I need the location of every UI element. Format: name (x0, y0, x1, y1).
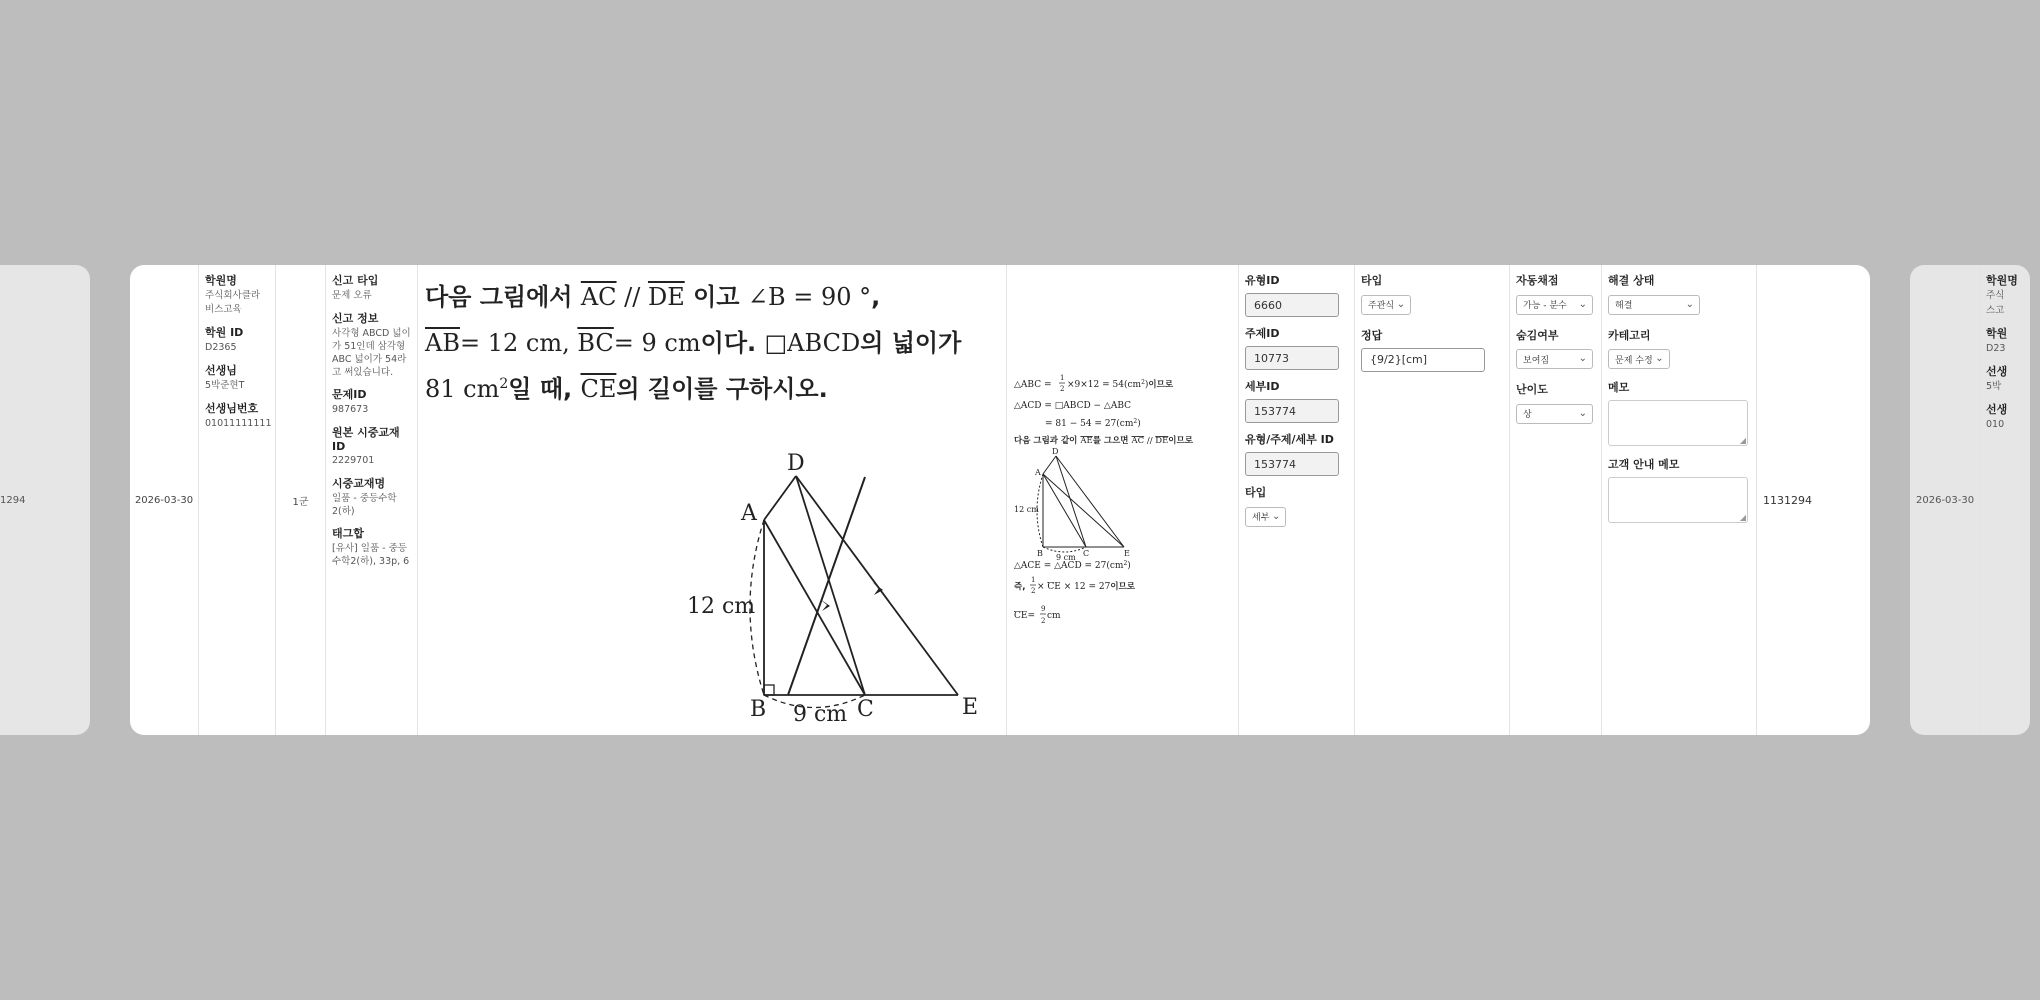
svg-text:9: 9 (1041, 605, 1046, 613)
tag-label: 태그합 (332, 527, 364, 540)
chevron-down-icon: ⌄ (1685, 298, 1694, 310)
tag-value: [유사] 일품 - 중등수학2(하), 33p, 6 (332, 543, 410, 567)
vertex-label-a: A (741, 501, 757, 526)
answer-type-select[interactable] (1361, 295, 1411, 315)
difficulty-label: 난이도 (1516, 383, 1548, 396)
svg-text:△ABC =: △ABC = (1014, 380, 1052, 390)
category-label: 카테고리 (1608, 328, 1651, 342)
chevron-down-icon: ⌄ (1578, 353, 1587, 364)
length-label-bc: 9 cm (793, 702, 848, 727)
combo-id-input[interactable]: 153774 (1245, 452, 1339, 476)
bc-edge (788, 477, 865, 695)
answer-input[interactable]: {9/2}[cm] (1361, 348, 1485, 372)
id-type-value: 세부 (1252, 513, 1270, 523)
teacher-label: 선생 (1986, 365, 2008, 378)
academy-id: D2365 (205, 342, 237, 353)
category-value: 문제 수정 (1615, 355, 1653, 366)
mini-label-d: D (1052, 447, 1059, 456)
academy-name-label: 학원명 (205, 274, 237, 287)
difficulty-value: 상 (1523, 410, 1532, 420)
svg-text:CE=: CE= (1014, 611, 1036, 621)
chevron-down-icon: ⌄ (1578, 407, 1587, 419)
academy-id-label: 학원 (1986, 327, 2008, 340)
report-id: 1294 (0, 494, 26, 506)
academy-name: 주식회사클라비스고육 (205, 290, 261, 315)
teacher-phone: 010 (1986, 419, 2005, 430)
teacher-phone-label: 선생 (1986, 403, 2008, 416)
arrow-de (872, 582, 883, 595)
difficulty-select[interactable] (1516, 404, 1593, 424)
answer-type-value: 주관식 (1368, 301, 1395, 311)
svg-text:다음 그림과 같이 AE를 그으면 AC // DE이므로: 다음 그림과 같이 AE를 그으면 AC // DE이므로 (1014, 436, 1193, 446)
answer-label: 정답 (1361, 328, 1383, 342)
auto-grading-value: 가능 - 분수 (1523, 301, 1567, 311)
solution-figure (1037, 456, 1124, 552)
customer-memo-label: 고객 안내 메모 (1608, 458, 1680, 471)
vertex-label-c: C (857, 697, 874, 722)
report-info-label: 신고 정보 (332, 312, 379, 325)
hidden-value: 보여짐 (1523, 355, 1550, 366)
problem-id-label: 문제ID (332, 388, 367, 401)
chevron-down-icon: ⌄ (1655, 353, 1664, 364)
chevron-down-icon: ⌄ (1272, 510, 1281, 522)
id-type-label: 타입 (1245, 486, 1267, 499)
teacher-name: 5박준현T (205, 380, 245, 391)
report-type: 문제 오류 (332, 290, 372, 301)
svg-text:× CE × 12 = 27이므로: × CE × 12 = 27이므로 (1037, 582, 1135, 592)
type-id-label: 유형ID (1245, 274, 1280, 287)
question-figure (418, 265, 1007, 735)
status-label: 해결 상태 (1608, 274, 1655, 287)
svg-text:2: 2 (1041, 617, 1046, 625)
previous-report-card (0, 265, 90, 735)
academy-name: 주식 (1986, 290, 2005, 301)
vertex-label-d: D (787, 451, 805, 476)
de-edge (796, 476, 958, 695)
svg-text:2: 2 (1031, 587, 1036, 595)
combo-id-label: 유형/주제/세부 ID (1245, 433, 1334, 446)
detail-id-input[interactable]: 153774 (1245, 399, 1339, 423)
resize-handle-icon[interactable]: ◢ (1739, 513, 1746, 522)
report-type-label: 신고 타입 (332, 274, 379, 287)
ac-edge (764, 520, 865, 695)
report-id: 1131294 (1763, 493, 1812, 507)
textbook-name: 일품 - 중등수학2(하) (332, 493, 397, 517)
memo-textarea[interactable] (1608, 400, 1748, 446)
vertex-label-b: B (750, 697, 767, 722)
mini-label-b: B (1037, 549, 1043, 558)
ad-edge (764, 476, 796, 520)
chevron-down-icon: ⌄ (1578, 298, 1587, 310)
teacher-phone-label: 선생님번호 (205, 402, 259, 415)
status-value: 해결 (1615, 301, 1633, 311)
vertex-label-e: E (962, 695, 979, 720)
chevron-down-icon: ⌄ (1396, 298, 1406, 310)
original-textbook-id-label: 원본 시중교재 ID (332, 426, 400, 453)
svg-text:1: 1 (1031, 576, 1036, 584)
status-select[interactable] (1608, 295, 1700, 315)
auto-grading-select[interactable] (1516, 295, 1593, 315)
mini-label-c: C (1083, 549, 1090, 558)
mini-label-e: E (1124, 549, 1130, 558)
academy-name-cont: 스고 (1986, 305, 2005, 316)
id-type-select[interactable] (1245, 507, 1286, 527)
hidden-label: 숨김여부 (1516, 328, 1559, 342)
svg-text:1: 1 (1060, 374, 1065, 382)
teacher-phone: 01011111111 (205, 418, 272, 429)
next-report-card (1910, 265, 2030, 735)
customer-memo-textarea[interactable] (1608, 477, 1748, 523)
svg-text:cm: cm (1047, 611, 1061, 621)
answer-fields (1355, 265, 1510, 735)
academy-id-label: 학원 ID (205, 326, 244, 339)
academy-name-label: 학원명 (1986, 274, 2018, 287)
question-line-3: 81 $cm^2$일 때, $\overline{CE}$의 길이를 구하시오. (425, 375, 828, 403)
svg-text:즉,: 즉, (1014, 582, 1026, 592)
grading-fields (1510, 265, 1602, 735)
report-date: 2026-03-30 (134, 494, 194, 506)
textbook-name-label: 시중교재명 (332, 477, 386, 490)
customer-memo-value (1609, 478, 1747, 486)
report-date: 2026-03-30 (1916, 494, 1975, 506)
detail-id-label: 세부ID (1245, 380, 1280, 393)
group-badge: 1군 (292, 496, 309, 508)
teacher-label: 선생님 (205, 364, 237, 377)
topic-id-label: 주제ID (1245, 327, 1280, 340)
solution-content (1007, 265, 1239, 735)
problem-id: 987673 (332, 404, 369, 415)
report-row-card (130, 265, 1870, 735)
length-label-ab: 12 cm (687, 594, 756, 619)
svg-text:△ACE = △ACD = 27(cm2): △ACE = △ACD = $27(cm^2)$ (1014, 560, 1131, 571)
hidden-select[interactable] (1516, 349, 1593, 369)
svg-text:×9×12 = 54(cm2)이므로: $\times 9\times 12 = 54(cm^2)$이므로 (1067, 379, 1174, 390)
memo-label: 메모 (1608, 381, 1630, 394)
memo-value (1609, 401, 1747, 409)
type-id-input[interactable]: 6660 (1245, 293, 1339, 317)
auto-grading-label: 자동채점 (1516, 274, 1559, 287)
svg-text:2: 2 (1060, 385, 1065, 393)
answer-type-label: 타입 (1361, 274, 1383, 287)
original-textbook-id: 2229701 (332, 455, 375, 466)
mini-label-a: A (1035, 468, 1041, 477)
resize-handle-icon[interactable]: ◢ (1739, 436, 1746, 445)
solution-line-2: △ACD = □ABCD − △ABC (1014, 401, 1132, 411)
svg-text:= 81 − 54 = 27(cm2): = $81 - 54 = 27(cm^2)$ (1045, 418, 1141, 429)
academy-id: D23 (1986, 343, 2006, 354)
report-info: 사각형 ABCD 넓이가 51인데 삼각형ABC 넓이가 54라고 써있습니다. (332, 328, 411, 378)
mini-length-ab: 12 cm (1014, 505, 1039, 514)
topic-id-input[interactable]: 10773 (1245, 346, 1339, 370)
solution-panel (1007, 265, 1239, 735)
teacher-name: 5박 (1986, 381, 2002, 392)
id-fields (1239, 265, 1355, 735)
question-line-2: $\overline{AB}= 12$ cm, $\overline{BC}= 9$ cm이다. □ABCD의 넓이가 (425, 329, 962, 357)
question-panel (418, 265, 1007, 735)
mini-length-bc: 9 cm (1056, 553, 1076, 562)
question-line-1: 다음 그림에서 $\overline{AC} // \overline{DE}$ 이고 ∠B = 90 °, (425, 283, 881, 311)
resolution-fields (1602, 265, 1757, 735)
right-angle-mark (764, 685, 774, 695)
category-select[interactable] (1608, 349, 1670, 369)
